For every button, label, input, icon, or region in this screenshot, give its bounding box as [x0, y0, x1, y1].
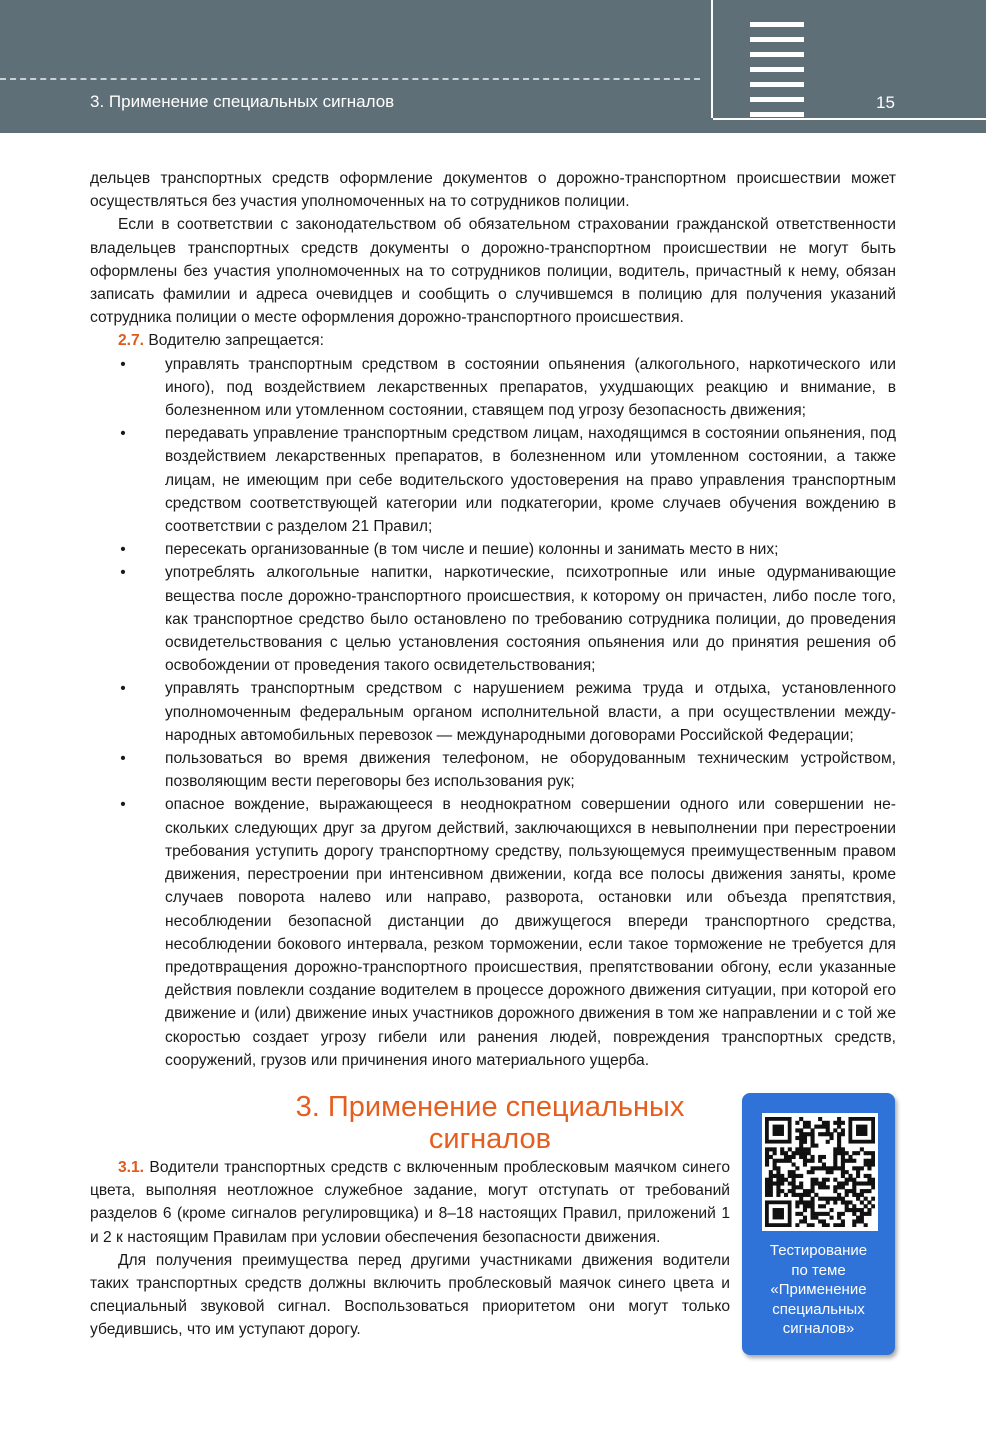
bullet: • — [120, 750, 126, 768]
qr-code-icon[interactable] — [762, 1113, 878, 1231]
clause-text: Водители транспортных средств с включенным проблесковым маячком синего цвета, выполняя неотложное служебное задание, могут отступать от требований разделов 6 (кроме сигналов регулировщика) и 8–18 настоящих Правил, приложений 1 и 2 к настоящим Правилам при условии обеспечения безопасности движения. — [90, 1159, 730, 1246]
section-heading-line-1: 3. Применение специальных — [295, 1091, 685, 1123]
main-text — [90, 167, 896, 1072]
list-item: • опасное вождение, выражающееся в неоднократном совершении одного или совершении нескольких следующих друг за другом действий, заключающихся в невыполнении при перестроении требования уступить дорогу транспортному средству, пользующемуся преимущественным правом движения, перестроении при интенсивном движении, когда все полосы движения заняты, кроме случаев поворота налево или направо, разворота, остановки или объезда препятствия, несоблюдении безопасной дистанции до движущегося впереди транспортного средства, несоблюдении бокового интервала, резком торможении, если такое торможение не требуется для предотвращения дорожно-транспортного происшествия, препятствовании обгону, если указанные действия повлекли создание водителем в процессе дорожного движения ситуации, при которой его движение и (или) движение иных участников дорожного движения в том же направлении и с той же скоростью создает угрозу гибели или ранения людей, повреждения транспортных средств, сооружений, грузов или причинения иного материального ущерба. — [90, 793, 896, 1071]
intro-paragraph-2: Если в соответствии с законодательством об обязательном страховании гражданской ответственности владельцев транспортных средств документы о дорожно-транспортном происшествии не могут быть оформлены без участия уполномоченных на то сотрудников полиции, водитель, причастный к нему, обязан записать фамилии и адреса очевидцев и сообщить о случившемся в полицию для получения указаний сотрудника полиции о месте оформления дорожно-транспортного происшествия. — [90, 216, 896, 327]
bullet: • — [120, 355, 126, 373]
bullet: • — [120, 564, 126, 582]
list-item: • передавать управление транспортным средством лицам, находящимся в состоянии опьянения, под воздействием лекарственных препаратов, в болезненном или утомленном состоянии, а также лицам, не имеющим при себе водительского удостоверения на право управления транспортным средством соответствующей категории или подкатегории, кроме случаев обучения вождению в соответствии с разделом 21 Правил; — [90, 422, 896, 538]
page-number: 15 — [876, 93, 895, 112]
intro-paragraph-1: дельцев транспортных средств оформление документов о дорожно-транспортном происшествии может осуществляться без участия уполномоченных на то сотрудников полиции. — [90, 170, 896, 211]
bullet: • — [120, 680, 126, 698]
clause-number: 2.7. — [118, 332, 145, 350]
prohibitions-list — [90, 353, 896, 1072]
running-section-title: 3. Применение специальных сигналов — [90, 92, 395, 111]
list-item: • пересекать организованные (в том числе и пешие) колонны и занимать место в них; — [90, 538, 896, 561]
list-item: • управлять транспортным средством с нарушением режима труда и отдыха, установленного уполномоченным федеральным органом исполнительной власти, а при осуществлении международных автомобильных перевозок — международными договорами Российской Федерации; — [90, 677, 896, 747]
list-item: • употреблять алкогольные напитки, наркотические, психотропные или иные одурманивающие вещества после дорожно-транспортного происшествия, к которому он причастен, либо после того, как транспортное средство было остановлено по требованию сотрудника полиции, до проведения освидетельствования с целью установления состояния опьянения или до принятия решения об освобождении от проведения такого освидетельствования; — [90, 561, 896, 677]
section-heading — [250, 1091, 730, 1155]
bullet: • — [120, 541, 126, 559]
header-vertical-rule — [711, 0, 713, 118]
page-header — [0, 0, 986, 133]
qr-test-card[interactable] — [742, 1093, 895, 1355]
list-item: • управлять транспортным средством в состоянии опьянения (алкогольного, наркотического или иного), под воздействием лекарственных препаратов, ухудшающих реакцию и внимание, в болезненном или утомленном состоянии, ставящем под угрозу безопасность движения; — [90, 353, 896, 423]
section-heading-line-2: сигналов — [428, 1123, 552, 1155]
section-3-text — [90, 1156, 730, 1342]
header-dashed-line — [0, 78, 700, 80]
clause-number: 3.1. — [118, 1159, 145, 1176]
qr-code-graphic — [765, 1117, 875, 1227]
clause-3-1 — [90, 1156, 730, 1249]
list-item: • пользоваться во время движения телефоном, не оборудованным техническим устройством, позволяющим вести переговоры без использования рук; — [90, 747, 896, 793]
section-3-paragraph-2: Для получения преимущества перед другими участниками движения водители таких транспортных средств должны включить проблесковый маячок синего цвета и специальный звуковой сигнал. Воспользоваться приоритетом они могут только убедившись, что им уступают дорогу. — [90, 1251, 730, 1339]
qr-caption: Тестирование по теме «Применение специальных сигналов» — [769, 1242, 868, 1338]
menu-icon[interactable] — [750, 22, 804, 122]
clause-text: Водителю запрещается: — [148, 332, 324, 350]
bullet: • — [120, 796, 126, 814]
bullet: • — [120, 425, 126, 443]
clause-2-7 — [90, 329, 896, 352]
